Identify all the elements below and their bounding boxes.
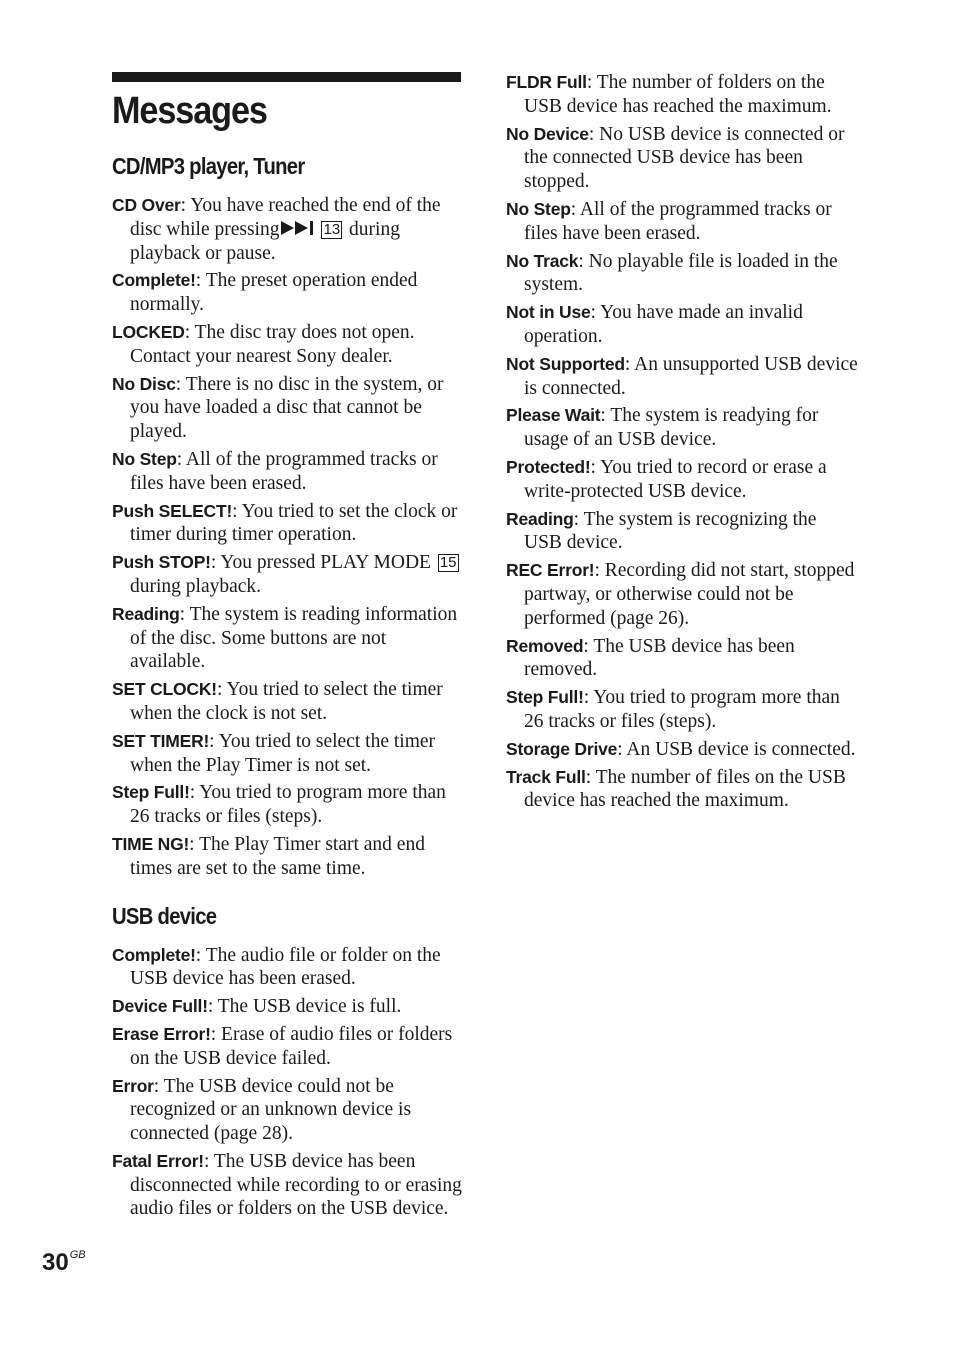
page-region-suffix: GB <box>69 1249 86 1261</box>
message-text: : All of the programmed tracks or files have been erased. <box>130 448 438 494</box>
message-text: : You tried to select the timer when the Play Timer is not set. <box>130 730 436 776</box>
message-term: Track Full <box>506 766 586 787</box>
message-entry <box>506 71 858 119</box>
message-entry <box>112 678 464 726</box>
message-term: Step Full! <box>112 782 190 803</box>
message-term: Complete! <box>112 270 196 291</box>
message-term: Storage Drive <box>506 738 618 759</box>
message-term: Please Wait <box>506 405 601 426</box>
message-term: LOCKED <box>112 321 185 342</box>
message-term: No Step <box>506 198 571 219</box>
message-entry <box>506 559 858 630</box>
message-term: Not in Use <box>506 302 591 323</box>
message-text: : The disc tray does not open. Contact your nearest Sony dealer. <box>130 321 415 367</box>
message-entry <box>506 456 858 504</box>
message-text: : You have made an invalid operation. <box>524 302 803 347</box>
message-term: Push STOP! <box>112 552 211 573</box>
message-text: : No USB device is connected or the connected USB device has been stopped. <box>524 123 845 193</box>
message-term: Error <box>112 1075 154 1096</box>
message-entry <box>506 123 858 194</box>
message-entry <box>112 194 464 265</box>
message-entry <box>112 833 464 881</box>
message-text: : You tried to set the clock or timer during timer operation. <box>130 500 458 546</box>
message-term: Push SELECT! <box>112 500 233 521</box>
page-number-value: 30 <box>42 1249 69 1276</box>
message-entry <box>506 198 858 246</box>
message-entry <box>112 269 464 317</box>
message-entry <box>112 321 464 369</box>
message-entry <box>112 551 464 599</box>
message-entry <box>506 686 858 734</box>
message-term: Not Supported <box>506 353 625 374</box>
message-text: : An unsupported USB device is connected. <box>524 353 858 399</box>
message-entry <box>112 995 464 1019</box>
message-term: Device Full! <box>112 996 208 1017</box>
message-term: No Disc <box>112 373 176 394</box>
message-text: : No playable file is loaded in the system. <box>524 250 838 296</box>
message-text: : The USB device is full. <box>207 996 402 1018</box>
page-number <box>42 1249 86 1277</box>
message-term: Removed <box>506 635 584 656</box>
message-text: : The system is recognizing the USB device. <box>524 508 817 554</box>
message-term: Reading <box>506 508 574 529</box>
message-entry <box>506 508 858 556</box>
message-term: Protected! <box>506 456 591 477</box>
message-text: : The Play Timer start and end times are set to the same time. <box>130 833 425 879</box>
message-entry <box>112 1023 464 1071</box>
message-text: : You tried to program more than 26 tracks or files (steps). <box>524 687 840 732</box>
message-entry <box>112 1075 464 1146</box>
message-term: CD Over <box>112 195 181 215</box>
message-term: Erase Error! <box>112 1023 211 1044</box>
message-term: SET TIMER! <box>112 730 210 751</box>
message-term: No Track <box>506 250 579 271</box>
message-text: : The number of folders on the USB device has reached the maximum. <box>524 72 832 117</box>
message-text: : The audio file or folder on the USB device has been erased. <box>130 944 441 990</box>
message-text: : There is no disc in the system, or you have loaded a disc that cannot be played. <box>130 373 444 443</box>
message-entry <box>506 301 858 349</box>
message-text: : You have reached the end of the disc while pressing <box>130 195 441 240</box>
message-entry <box>506 635 858 683</box>
message-text: : The number of files on the USB device has reached the maximum. <box>524 766 846 812</box>
message-entry <box>506 250 858 298</box>
message-text: : All of the programmed tracks or files have been erased. <box>524 198 832 244</box>
message-text: : You tried to program more than 26 tracks or files (steps). <box>130 782 446 828</box>
message-text: during playback or pause. <box>130 218 400 264</box>
message-text: : You tried to select the timer when the clock is not set. <box>130 679 443 724</box>
message-entry <box>112 781 464 829</box>
message-entry <box>112 730 464 778</box>
message-term: FLDR Full <box>506 72 587 92</box>
message-entry <box>112 944 464 992</box>
message-text: : The USB device has been disconnected while recording to or erasing audio files or folders on the USB device. <box>130 1150 462 1220</box>
message-entry <box>112 603 464 674</box>
message-entry <box>112 500 464 548</box>
section-heading-cd-tuner: CD/MP3 player, Tuner <box>112 153 305 179</box>
message-text: : You pressed PLAY MODE <box>210 552 436 574</box>
message-entry <box>506 353 858 401</box>
message-term: Complete! <box>112 944 196 965</box>
message-entry <box>112 1150 464 1221</box>
message-text: : An USB device is connected. <box>617 738 856 760</box>
message-text: : You tried to record or erase a write-protected USB device. <box>524 456 827 502</box>
message-text: : The USB device has been removed. <box>524 635 795 681</box>
message-text: : The system is readying for usage of an USB device. <box>524 405 819 451</box>
message-entry <box>112 448 464 496</box>
message-entry <box>112 373 464 444</box>
title-rule <box>112 72 461 82</box>
message-term: TIME NG! <box>112 833 190 854</box>
message-term: Fatal Error! <box>112 1150 204 1171</box>
message-term: Step Full! <box>506 687 584 708</box>
message-term: SET CLOCK! <box>112 679 217 700</box>
button-number-badge: 13 <box>323 220 341 238</box>
page-title: Messages <box>112 90 267 132</box>
message-entry <box>506 766 858 814</box>
message-text: : Recording did not start, stopped partway, or otherwise could not be performed (page 26). <box>524 560 855 629</box>
message-term: REC Error! <box>506 560 595 581</box>
message-text: : The system is reading information of the disc. Some buttons are not available. <box>130 603 458 673</box>
message-text: : Erase of audio files or folders on the USB device failed. <box>130 1023 453 1069</box>
right-column <box>506 71 858 817</box>
left-column <box>112 153 464 1225</box>
button-number-badge: 15 <box>439 554 457 572</box>
message-term: No Step <box>112 448 177 469</box>
fast-forward-icon <box>281 218 315 242</box>
message-term: Reading <box>112 603 180 624</box>
message-term: No Device <box>506 123 589 144</box>
message-text: during playback. <box>130 575 262 597</box>
message-text: : The USB device could not be recognized or an unknown device is connected (page 28). <box>130 1075 412 1145</box>
message-entry <box>506 404 858 452</box>
message-text: : The preset operation ended normally. <box>130 270 418 316</box>
message-entry <box>506 738 858 762</box>
section-heading-usb: USB device <box>112 902 217 929</box>
